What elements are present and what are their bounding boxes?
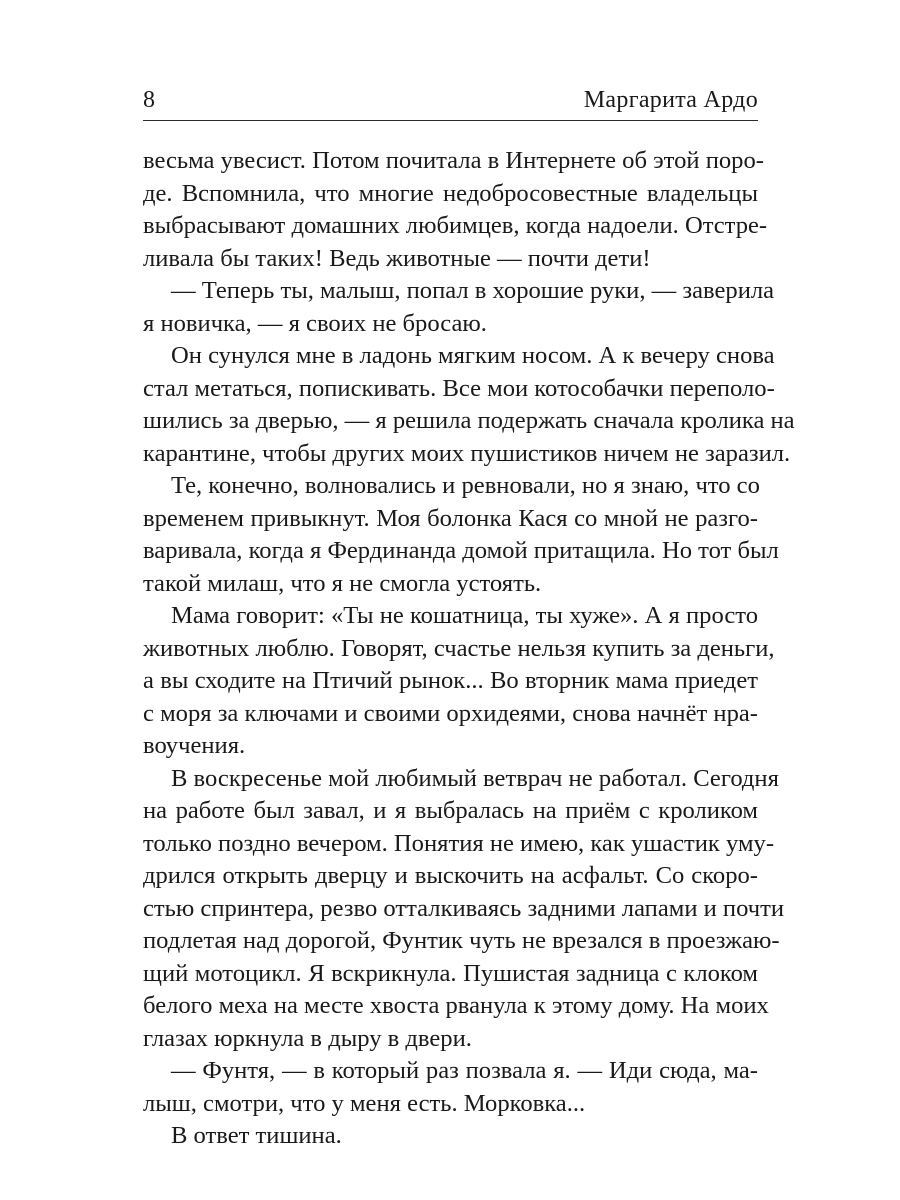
paragraph	[143, 145, 768, 275]
text-line: я новичка, — я своих не бросаю.	[143, 309, 487, 337]
text-line: белого меха на месте хвоста рванула к этому дому. На моих	[143, 992, 769, 1019]
text-line: Те, конечно, волновались и ревновали, но я знаю, что со	[171, 472, 760, 499]
text-line: выбрасывают домашних любимцев, когда надоели. Отстре-	[143, 212, 768, 239]
text-line: подлетая над дорогой, Фунтик чуть не врезался в проезжаю-	[143, 927, 780, 954]
text-line: В ответ тишина.	[171, 1122, 342, 1149]
paragraph	[143, 763, 785, 1056]
running-title: Маргарита Ардо	[583, 87, 758, 113]
text-line: только поздно вечером. Понятия не имею, как ушастик уму-	[143, 829, 775, 857]
text-line: щий мотоцикл. Я вскрикнула. Пушистая задница с клоком	[143, 959, 758, 987]
text-line: де. Вспомнила, что многие недобросовестные владельцы	[143, 179, 758, 207]
text-line: дрился открыть дверцу и выскочить на асфальт. Со скоро-	[143, 862, 758, 889]
text-line: весьма увесист. Потом почитала в Интернете об этой поро-	[143, 147, 764, 174]
paragraph	[143, 1055, 758, 1120]
text-line: воучения.	[143, 732, 246, 759]
running-head	[143, 80, 758, 121]
text-line: карантине, чтобы других моих пушистиков ничем не заразил.	[143, 439, 791, 467]
paragraph	[143, 275, 775, 340]
text-line: варивала, когда я Фердинанда домой притащила. Но тот был	[143, 537, 779, 564]
text-line: ливала бы таких! Ведь животные — почти дети!	[143, 244, 651, 272]
text-line: — Теперь ты, малыш, попал в хорошие руки, — заверила	[171, 277, 775, 304]
paragraph	[143, 340, 795, 470]
text-line: В воскресенье мой любимый ветврач не работал. Сегодня	[171, 764, 779, 792]
text-line: животных люблю. Говорят, счастье нельзя купить за деньги,	[143, 634, 775, 662]
paragraph	[143, 600, 775, 763]
text-line: шились за дверью, — я решила подержать сначала кролика на	[143, 407, 795, 434]
text-line: лыш, смотри, что у меня есть. Морковка...	[143, 1089, 586, 1117]
text-line: временем привыкнут. Моя болонка Кася со мной не разго-	[143, 504, 758, 532]
text-line: — Фунтя, — в который раз позвала я. — Иди сюда, ма-	[171, 1057, 758, 1084]
text-line: стью спринтера, резво отталкиваясь задними лапами и почти	[143, 894, 785, 922]
text-line: на работе был завал, и я выбралась на приём с кроликом	[143, 797, 758, 824]
text-line: а вы сходите на Птичий рынок... Во вторник мама приедет	[143, 667, 758, 694]
body-text	[143, 145, 795, 1153]
text-line: такой милаш, что я не смогла устоять.	[143, 569, 542, 597]
text-line: стал метаться, попискивать. Все мои котособачки переполо-	[143, 374, 775, 402]
page-number: 8	[143, 87, 155, 113]
text-line: Мама говорит: «Ты не кошатница, ты хуже». А я просто	[171, 602, 758, 629]
text-line: с моря за ключами и своими орхидеями, снова начнёт нра-	[143, 699, 758, 727]
paragraph	[143, 1120, 758, 1153]
text-line: глазах юркнула в дыру в двери.	[143, 1024, 472, 1052]
paragraph	[143, 470, 779, 600]
text-line: Он сунулся мне в ладонь мягким носом. А к вечеру снова	[171, 342, 775, 369]
